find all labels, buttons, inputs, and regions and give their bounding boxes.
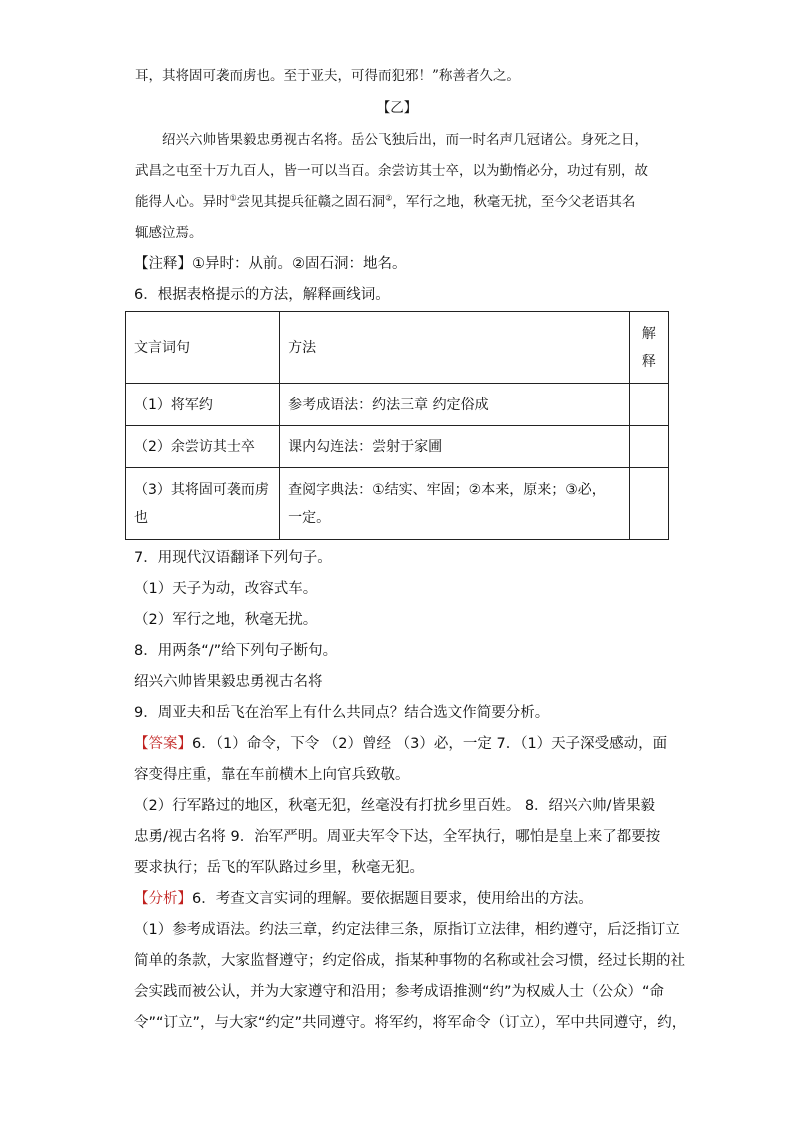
analysis-label: 【分析】 [134,891,192,907]
passage-yi-heading: 【乙】 [376,100,418,116]
phrase-line: 也 [134,509,148,526]
analysis-line-4: 会实践而被公认，并为大家遵守和沿用；参考成语推测“约”为权威人士（公众）“命 [134,984,665,1000]
passage-jia-ending: 耳，其将固可袭而虏也。至于亚夫，可得而犯邪！”称善者久之。 [135,68,520,84]
question-7-2: （2）军行之地，秋毫无扰。 [134,612,318,628]
passage-yi-line-3 [135,192,635,212]
passage-yi-text-b: 尝见其提兵征赣之固石洞 [236,194,386,210]
header-phrase: 文言词句 [126,312,280,384]
footnote-mark-2: ② [385,193,393,203]
notes: 【注释】①异时：从前。②固石洞：地名。 [134,256,407,272]
question-8-text: 绍兴六帅皆果毅忠勇视古名将 [134,674,323,690]
question-9: 9．周亚夫和岳飞在治军上有什么共同点？结合选文作简要分析。 [134,705,550,721]
passage-yi-text-c: ，军行之地，秋毫无扰，至今父老语其名 [392,194,636,210]
passage-yi-line-4: 辄感泣焉。 [135,225,203,241]
header-explanation [629,312,668,384]
analysis-text: 6．考查文言实词的理解。要依据题目要求，使用给出的方法。 [192,891,593,907]
answer-line-2: 容变得庄重，靠在车前横木上向官兵致敬。 [134,767,410,783]
method-line: 一定。 [288,509,331,526]
phrase-cell [126,468,280,540]
phrase-cell: （2）余尝访其士卒 [126,426,280,468]
table-header-row [126,312,669,384]
footnote-mark-1: ① [229,193,237,203]
answer-line-1 [134,734,667,754]
answer-line-4: 忠勇/视古名将 9．治军严明。周亚夫军令下达，全军执行，哪怕是皇上来了都要按 [134,829,661,845]
method-line: 查阅字典法：①结实、牢固；②本来，原来；③必， [288,481,606,498]
answer-cell[interactable] [629,468,668,540]
question-7-1: （1）天子为动，改容式车。 [134,581,318,597]
passage-yi-line-1: 绍兴六帅皆果毅忠勇视古名将。岳公飞独后出，而一时名声几冠诸公。身死之日， [162,132,648,148]
answer-line-3: （2）行军路过的地区，秋毫无犯，丝毫没有打扰乡里百姓。 8．绍兴六帅/皆果毅 [134,798,655,814]
method-cell [280,468,630,540]
analysis-line-3: 简单的条款，大家监督遵守；约定俗成，指某种事物的名称或社会习惯，经过长期的社 [134,953,685,969]
method-cell: 参考成语法：约法三章 约定俗成 [280,384,630,426]
analysis-line-1 [134,889,593,909]
answer-cell[interactable] [629,384,668,426]
question-7: 7．用现代汉语翻译下列句子。 [134,550,332,566]
table-row [126,426,669,468]
phrase-line: （3）其将固可袭而虏 [134,481,269,498]
phrase-cell: （1）将军约 [126,384,280,426]
passage-yi-text-a: 能得人心。异时 [135,194,230,210]
header-explanation-text: 解释 [641,325,656,370]
analysis-line-2: （1）参考成语法。约法三章，约定法律三条，原指订立法律，相约遵守，后泛指订立 [134,922,680,938]
answer-cell[interactable] [629,426,668,468]
answer-line-5: 要求执行；岳飞的军队路过乡里，秋毫无犯。 [134,860,424,876]
analysis-line-5: 令”“订立”，与大家“约定”共同遵守。将军约，将军命令（订立），军中共同遵守，约， [134,1015,687,1031]
method-cell: 课内勾连法：尝射于家圃 [280,426,630,468]
method-table [125,311,669,540]
passage-yi-line-2: 武昌之屯至十万九百人，皆一可以当百。余尝访其士卒，以为勤惰必分，功过有别，故 [135,163,648,179]
table-row [126,384,669,426]
table-row [126,468,669,540]
header-method: 方法 [280,312,630,384]
question-6: 6．根据表格提示的方法，解释画线词。 [134,287,390,303]
answer-text: 6．（1）命令，下令 （2）曾经 （3）必，一定 7．（1）天子深受感动，面 [192,736,668,752]
question-8: 8．用两条“/”给下列句子断句。 [134,643,338,659]
answer-label: 【答案】 [134,736,192,752]
